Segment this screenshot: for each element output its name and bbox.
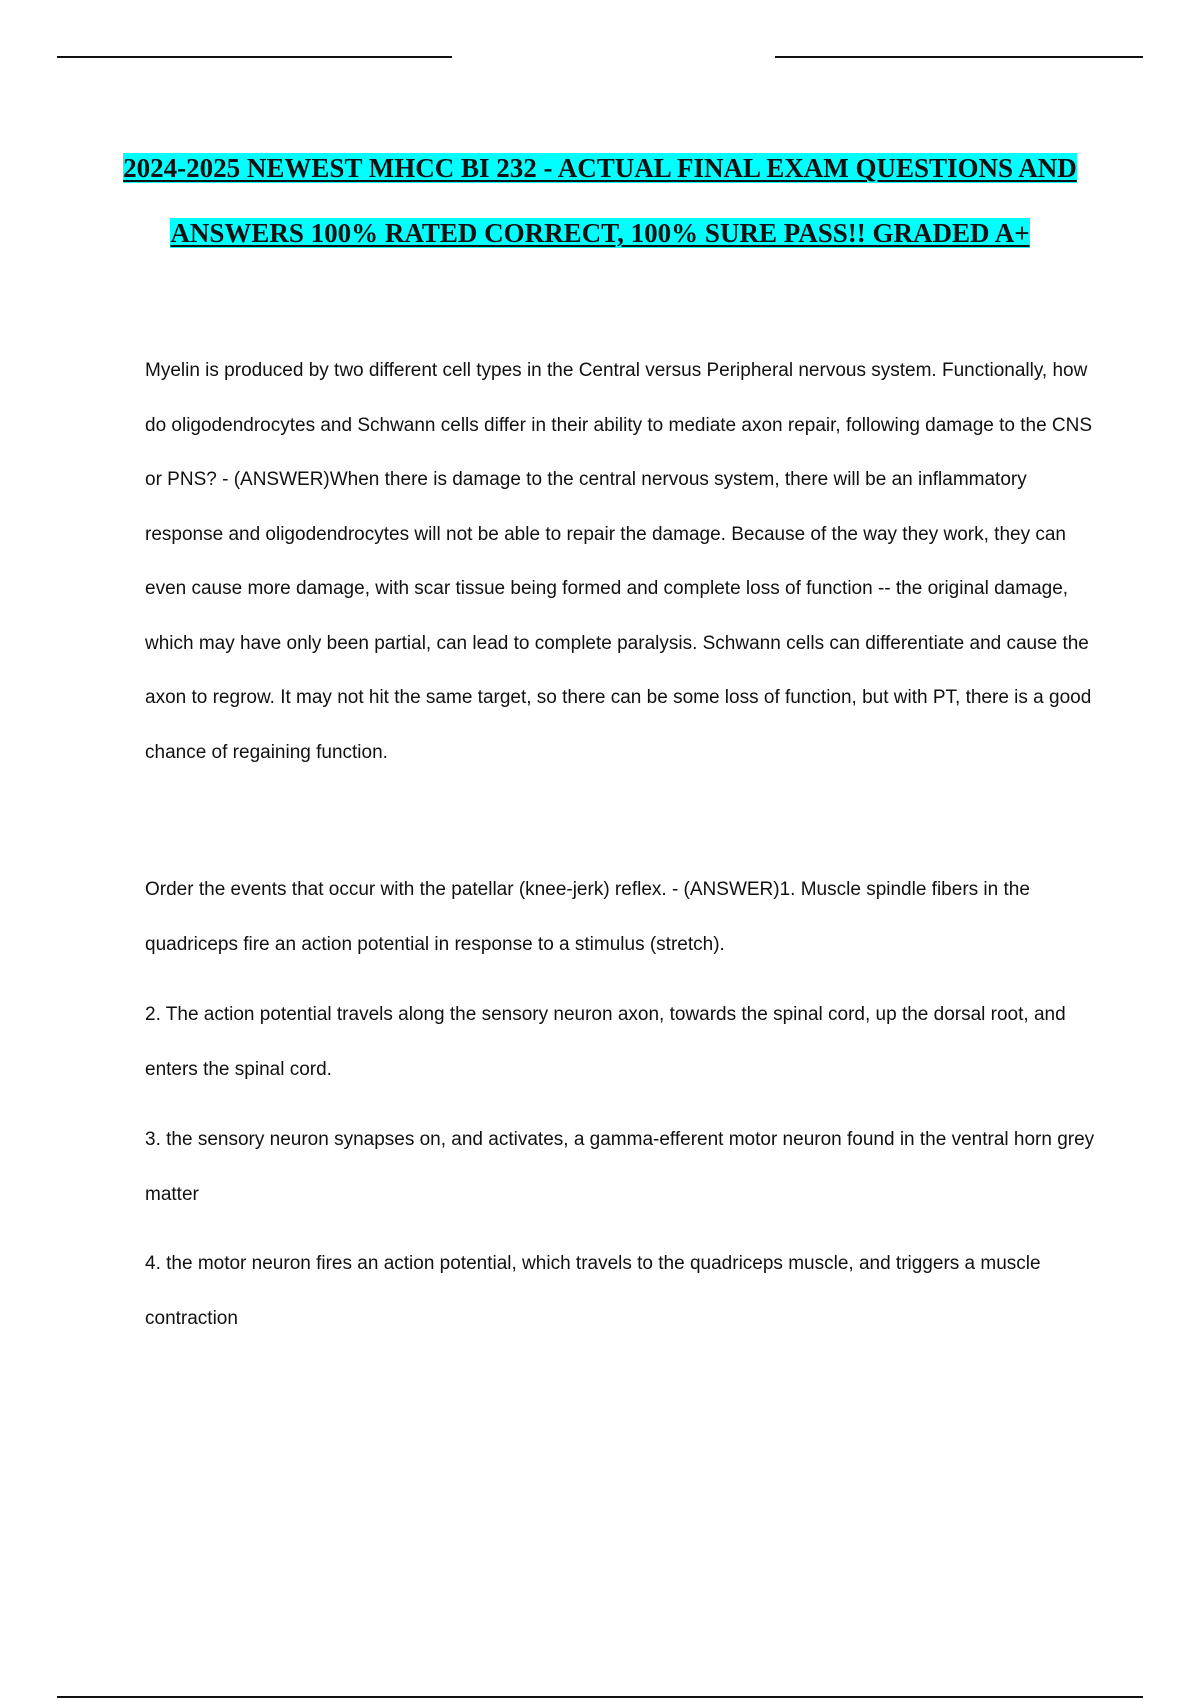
header-rule-right xyxy=(775,56,1143,58)
header-rule-left xyxy=(57,56,452,58)
document-title xyxy=(100,136,1100,266)
question-2-text: Order the events that occur with the patellar (knee-jerk) reflex. - (ANSWER)1. Muscle spindle fibers in the quadriceps fire an action potential in response to a stimulus (stretch). xyxy=(145,879,1030,955)
footer-rule xyxy=(57,1696,1143,1698)
document-title-text: 2024-2025 NEWEST MHCC BI 232 - ACTUAL FINAL EXAM QUESTIONS AND ANSWERS 100% RATED CORRECT, 100% SURE PASS!! GRADED A+ xyxy=(123,153,1077,248)
question-2-step-3: 3. the sensory neuron synapses on, and activates, a gamma-efferent motor neuron found in the ventral horn grey matter xyxy=(145,1129,1095,1205)
question-2-step-2: 2. The action potential travels along the sensory neuron axon, towards the spinal cord, up the dorsal root, and enters the spinal cord. xyxy=(145,1004,1066,1080)
question-1-text: Myelin is produced by two different cell types in the Central versus Peripheral nervous system. Functionally, how do oligodendrocytes and Schwann cells differ in their ability to mediate axon repair, following damage to the CNS or PNS? - (ANSWER)When there is damage to the central nervous system, there will be an inflammatory response and oligodendrocytes will not be able to repair the damage. Because of the way they work, they can even cause more damage, with scar tissue being formed and complete loss of function -- the original damage, which may have only been partial, can lead to complete paralysis. Schwann cells can differentiate and cause the axon to regrow. It may not hit the same target, so there can be some loss of function, but with PT, there is a good chance of regaining function. xyxy=(145,360,1093,763)
question-2-step-4: 4. the motor neuron fires an action potential, which travels to the quadriceps muscle, and triggers a muscle contraction xyxy=(145,1253,1041,1329)
